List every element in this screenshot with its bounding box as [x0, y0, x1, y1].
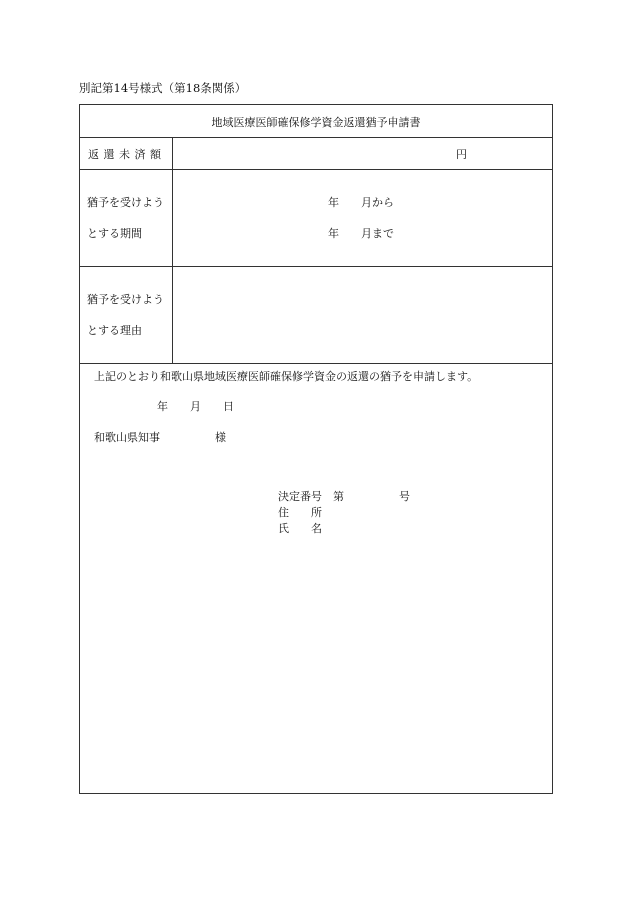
unpaid-amount-unit: 円 — [456, 148, 467, 161]
form-title: 地域医療医師確保修学資金返還猶予申請書 — [211, 116, 421, 129]
unpaid-amount-label: 返還未済額 — [88, 148, 166, 161]
addressee: 和歌山県知事 様 — [94, 431, 226, 444]
divider-line — [80, 137, 552, 138]
deferral-period-label-line1: 猶予を受けよう — [87, 196, 164, 209]
applicant-address: 住 所 — [278, 506, 322, 519]
deferral-reason-label-line1: 猶予を受けよう — [87, 293, 164, 306]
decision-number: 決定番号 第 号 — [278, 490, 410, 503]
divider-line — [80, 169, 552, 170]
deferral-period-from: 年 月から — [328, 196, 394, 209]
application-form — [79, 104, 553, 794]
form-number-caption: 別記第14号様式（第18条関係） — [79, 81, 247, 95]
application-date: 年 月 日 — [157, 400, 234, 413]
divider-line — [80, 363, 552, 364]
application-statement: 上記のとおり和歌山県地域医療医師確保修学資金の返還の猶予を申請します。 — [94, 370, 479, 383]
label-column-divider — [172, 137, 173, 363]
deferral-period-until: 年 月まで — [328, 227, 394, 240]
applicant-name: 氏 名 — [278, 522, 322, 535]
divider-line — [80, 266, 552, 267]
deferral-reason-label-line2: とする理由 — [87, 324, 142, 337]
deferral-period-label-line2: とする期間 — [87, 227, 142, 240]
